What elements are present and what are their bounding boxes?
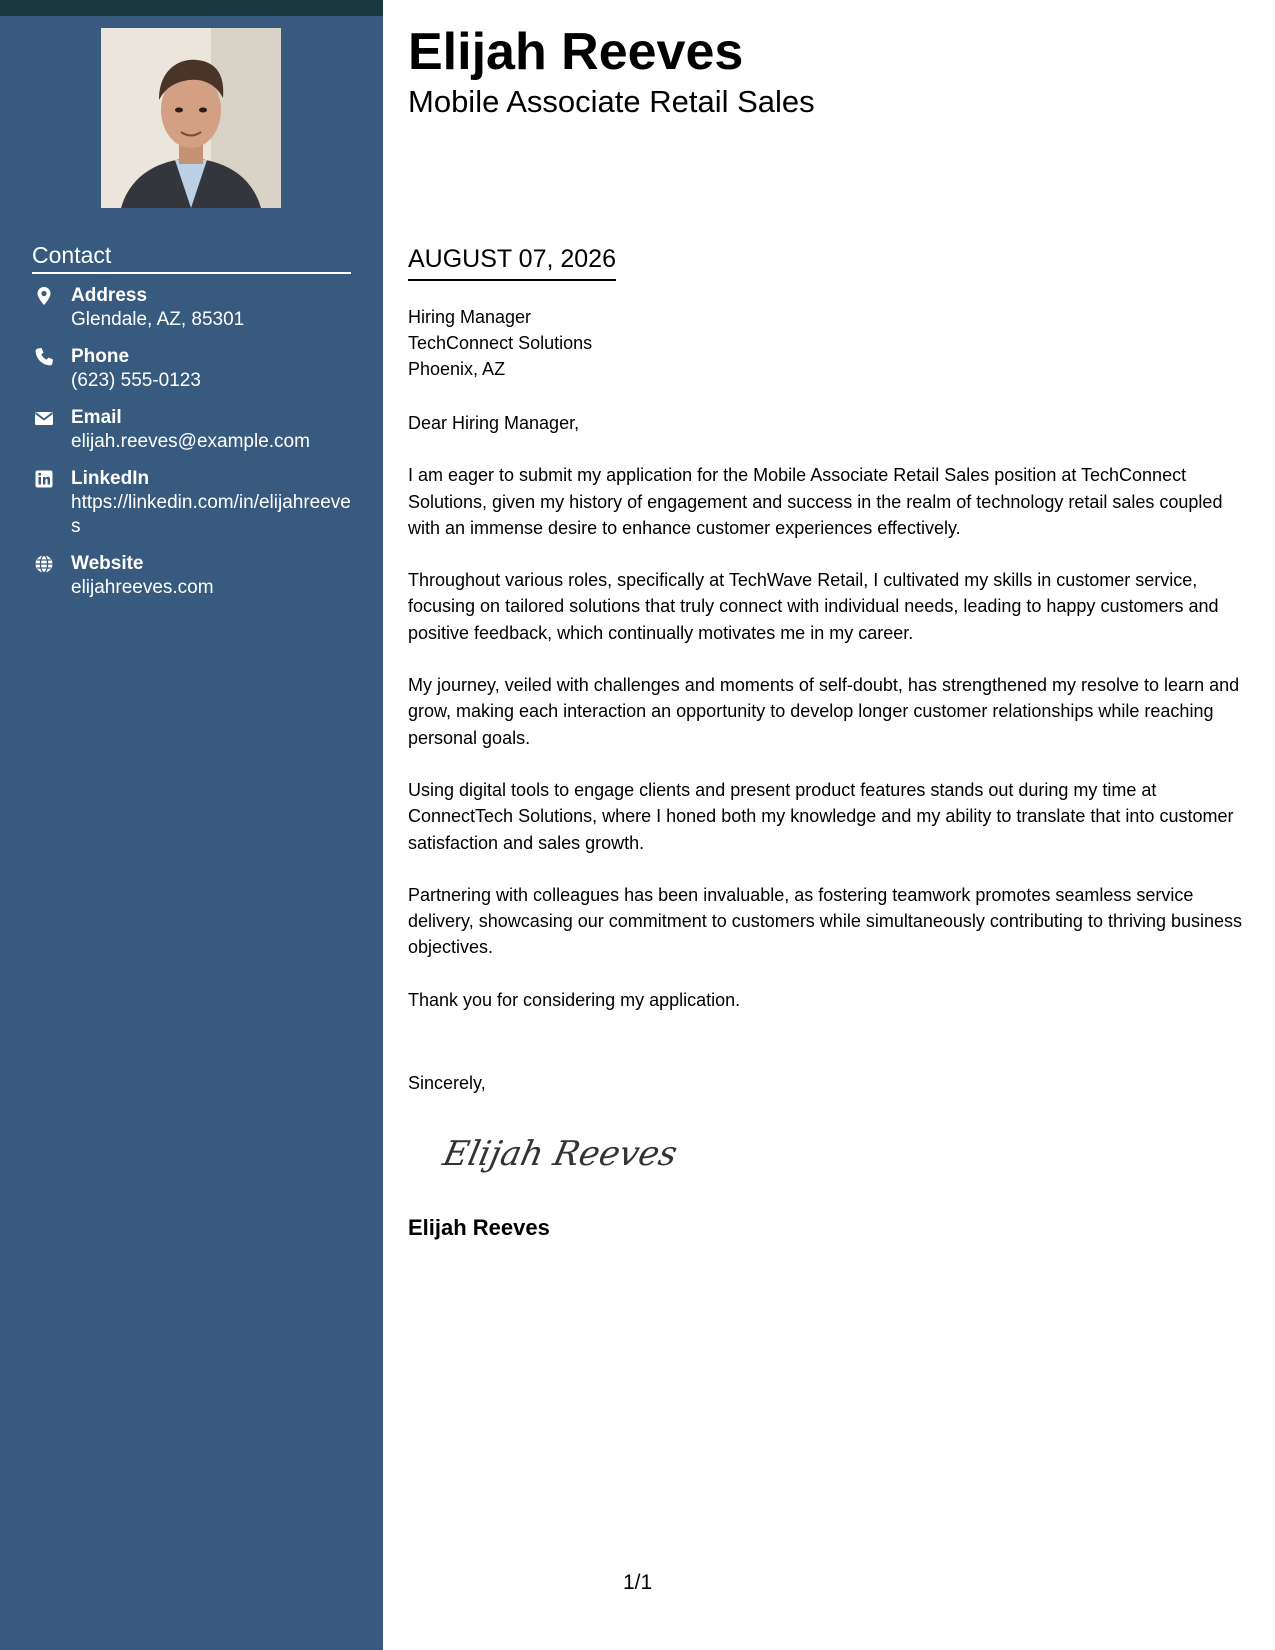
body-paragraph: Partnering with colleagues has been invaluable, as fostering teamwork promotes seamless service delivery, showcasing our commitment to customers while simultaneously contributing to thriving business objectives. [408, 884, 1243, 958]
contact-label-phone: Phone [71, 346, 130, 367]
recipient-location: Phoenix, AZ [408, 359, 506, 379]
map-pin-icon [34, 286, 54, 306]
contact-label-email: Email [71, 407, 122, 428]
sidebar [0, 0, 383, 1650]
salutation: Dear Hiring Manager, [408, 413, 580, 433]
body-paragraph: Throughout various roles, specifically at TechWave Retail, I cultivated my skills in customer service, focusing on tailored solutions that truly connect with individual needs, leading to happy customers and positive feedback, which continually motivates me in my career. [408, 570, 1219, 643]
recipient-name: Hiring Manager [408, 307, 532, 327]
closing: Sincerely, [408, 1073, 486, 1093]
page-number: 1/1 [623, 1571, 653, 1594]
phone-icon [34, 347, 54, 367]
contact-value-address: Glendale, AZ, 85301 [71, 309, 245, 330]
body-paragraph: I am eager to submit my application for the Mobile Associate Retail Sales position at TechConnect Solutions, given my history of engagement and success in the realm of technology retail sales coupled with an immense desire to enhance customer experiences effectively. [408, 465, 1223, 538]
signer-name: Elijah Reeves [408, 1215, 550, 1240]
contact-label-linkedin: LinkedIn [71, 468, 150, 489]
job-title: Mobile Associate Retail Sales [408, 84, 815, 119]
letter-date: AUGUST 07, 2026 [408, 243, 616, 281]
sidebar-top-bar [0, 0, 383, 16]
contact-item-phone [32, 345, 352, 393]
thank-you-paragraph: Thank you for considering my application. [408, 989, 741, 1010]
linkedin-icon [34, 469, 54, 489]
letter-body [408, 410, 1243, 1039]
signature-text: Elijah Reeves [439, 1134, 681, 1174]
contact-item-email [32, 406, 352, 454]
contact-item-linkedin [32, 467, 352, 539]
body-paragraph: My journey, veiled with challenges and moments of self-doubt, has strengthened my resolve to learn and grow, making each interaction an opportunity to develop longer customer relationships while reaching personal goals. [408, 675, 1240, 748]
contact-value-website[interactable]: elijahreeves.com [71, 577, 214, 598]
contact-value-email[interactable]: elijah.reeves@example.com [71, 431, 310, 452]
handwritten-signature [439, 1125, 681, 1180]
contact-heading: Contact [32, 240, 351, 274]
recipient-company: TechConnect Solutions [408, 333, 593, 353]
body-paragraph: Using digital tools to engage clients and present product features stands out during my time at ConnectTech Solutions, where I honed both my knowledge and my ability to translate that into customer satisfaction and sales growth. [408, 779, 1234, 853]
contact-item-website [32, 552, 352, 600]
contact-list [32, 284, 352, 613]
contact-value-phone: (623) 555-0123 [71, 370, 201, 391]
recipient-block [408, 304, 592, 382]
profile-photo [101, 28, 281, 208]
contact-label-website: Website [71, 553, 144, 574]
profile-photo-illustration [101, 28, 281, 208]
applicant-name: Elijah Reeves [408, 23, 744, 81]
globe-icon [34, 554, 54, 574]
contact-value-linkedin[interactable]: https://linkedin.com/in/elijahreeves [71, 492, 351, 537]
envelope-icon [34, 408, 54, 428]
contact-item-address [32, 284, 352, 332]
contact-label-address: Address [71, 285, 148, 306]
